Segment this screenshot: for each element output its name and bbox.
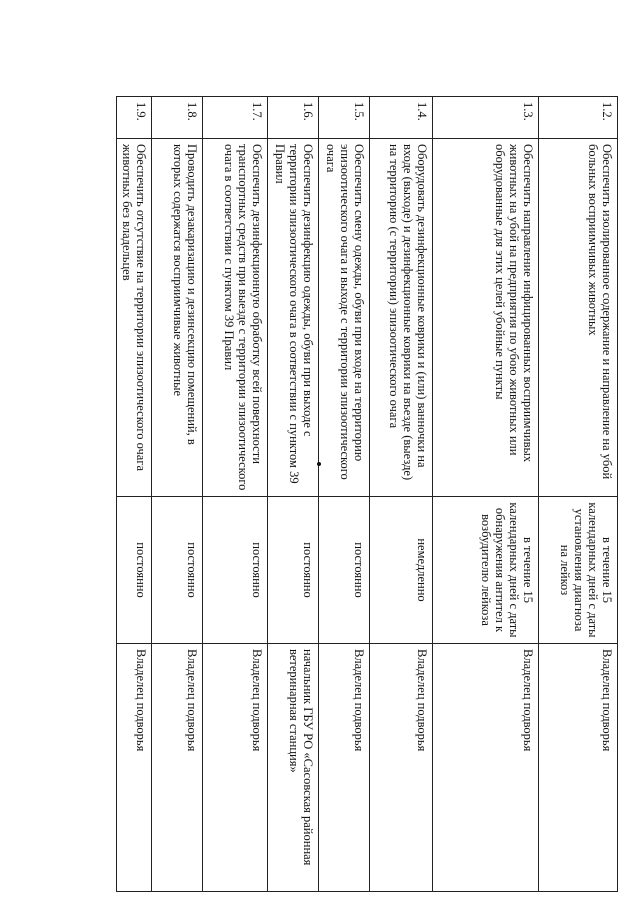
table-row — [433, 97, 539, 892]
table-row — [370, 97, 433, 892]
responsible-text: Владелец подворья — [203, 644, 268, 892]
row-number: 1.9. — [117, 97, 152, 139]
deadline-text: немедленно — [370, 497, 433, 644]
table-row — [203, 97, 268, 892]
table-row — [117, 97, 152, 892]
measures-table — [116, 96, 618, 892]
measure-text: Обеспечить дезинфекцию одежды, обуви при выходе с территории эпизоотического очага в соответствии с пунктом 39 Правил — [268, 139, 319, 497]
measure-text: Обеспечить смену одежды, обуви при входе на территорию эпизоотического очага и выходе с территории эпизоотического очага — [319, 139, 370, 497]
responsible-text: Владелец подворья — [319, 644, 370, 892]
row-number: 1.8. — [152, 97, 203, 139]
deadline-text: постоянно — [319, 497, 370, 644]
deadline-text: постоянно — [203, 497, 268, 644]
responsible-text: Владелец подворья — [539, 644, 618, 892]
table-row — [268, 97, 319, 892]
measure-text: Обеспечить изолированное содержание и направление на убой больных восприимчивых животных — [539, 139, 618, 497]
responsible-text: Владелец подворья — [152, 644, 203, 892]
responsible-text: Владелец подворья — [117, 644, 152, 892]
measure-text: Обеспечить направление инфицированных восприимчивых животных на убой на предприятия по убою животных или оборудованные для этих целей убойные пункты — [433, 139, 539, 497]
responsible-text: Владелец подворья — [370, 644, 433, 892]
row-number: 1.4. — [370, 97, 433, 139]
measure-text: Обеспечить дезинфекционную обработку всей поверхности транспортных средств при выезде с территории эпизоотического очага в соответствии с пунктом 39 Правил — [203, 139, 268, 497]
row-number: 1.6. — [268, 97, 319, 139]
table-row — [539, 97, 618, 892]
measure-text: Проводить дезакаризацию и дезинсекцию помещений, в которых содержатся восприимчивые животные — [152, 139, 203, 497]
measure-text: Оборудовать дезинфекционные коврики и (или) ванночки на входе (выходе) и дезинфекционные коврики на въезде (выезде) на территорию (с территории) эпизоотического очага — [370, 139, 433, 497]
deadline-text: постоянно — [152, 497, 203, 644]
table-row — [152, 97, 203, 892]
deadline-text: постоянно — [117, 497, 152, 644]
responsible-text: начальник ГБУ РО «Сасовская районная ветеринарная станция» — [268, 644, 319, 892]
row-number: 1.2. — [539, 97, 618, 139]
table-row — [319, 97, 370, 892]
responsible-text: Владелец подворья — [433, 644, 539, 892]
row-number: 1.5. — [319, 97, 370, 139]
ink-dot — [317, 462, 321, 466]
measure-text: Обеспечить отсутствие на территории эпизоотического очага животных без владельцев — [117, 139, 152, 497]
deadline-text: постоянно — [268, 497, 319, 644]
deadline-text: в течение 15 календарных дней с даты установления диагноза на лейкоз — [539, 497, 618, 644]
row-number: 1.7. — [203, 97, 268, 139]
row-number: 1.3. — [433, 97, 539, 139]
deadline-text: в течение 15 календарных дней с даты обнаружения антител к возбудителю лейкоза — [433, 497, 539, 644]
